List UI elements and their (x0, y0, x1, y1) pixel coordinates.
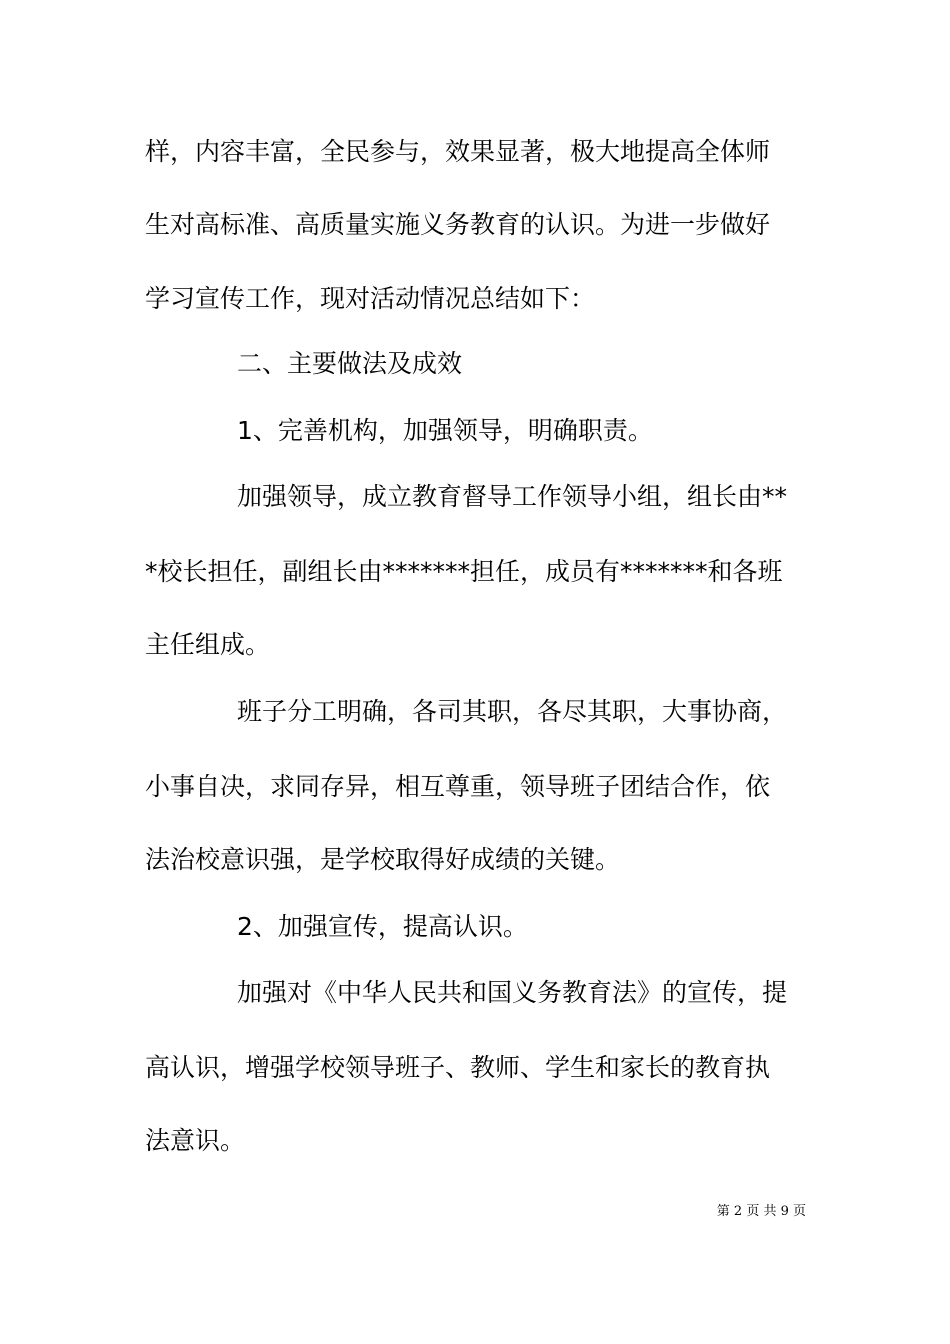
section-heading: 二、主要做法及成效 (237, 349, 463, 378)
paragraph-line: 法意识。 (145, 1126, 246, 1155)
paragraph-line: 班子分工明确，各司其职，各尽其职，大事协商， (237, 697, 788, 726)
paragraph-line: 加强领导，成立教育督导工作领导小组，组长由** (237, 482, 788, 511)
paragraph-line: 学习宣传工作，现对活动情况总结如下： (145, 284, 596, 313)
paragraph-line: 高认识，增强学校领导班子、教师、学生和家长的教育执 (145, 1053, 771, 1082)
paragraph-line: 小事自决，求同存异，相互尊重，领导班子团结合作，依 (145, 772, 771, 801)
paragraph-line: 样，内容丰富，全民参与，效果显著，极大地提高全体师 (145, 137, 771, 166)
page-number-footer: 第 2 页 共 9 页 (716, 1204, 806, 1219)
paragraph-line: 生对高标准、高质量实施义务教育的认识。为进一步做好 (145, 210, 771, 239)
paragraph-line: 主任组成。 (145, 630, 271, 659)
paragraph-line: *校长担任，副组长由*******担任，成员有*******和各班 (145, 557, 783, 586)
subsection-heading: 1、完善机构，加强领导，明确职责。 (237, 416, 653, 445)
paragraph-line: 加强对《中华人民共和国义务教育法》的宣传，提 (237, 978, 788, 1007)
subsection-heading: 2、加强宣传，提高认识。 (237, 912, 528, 941)
paragraph-line: 法治校意识强，是学校取得好成绩的关键。 (145, 845, 621, 874)
